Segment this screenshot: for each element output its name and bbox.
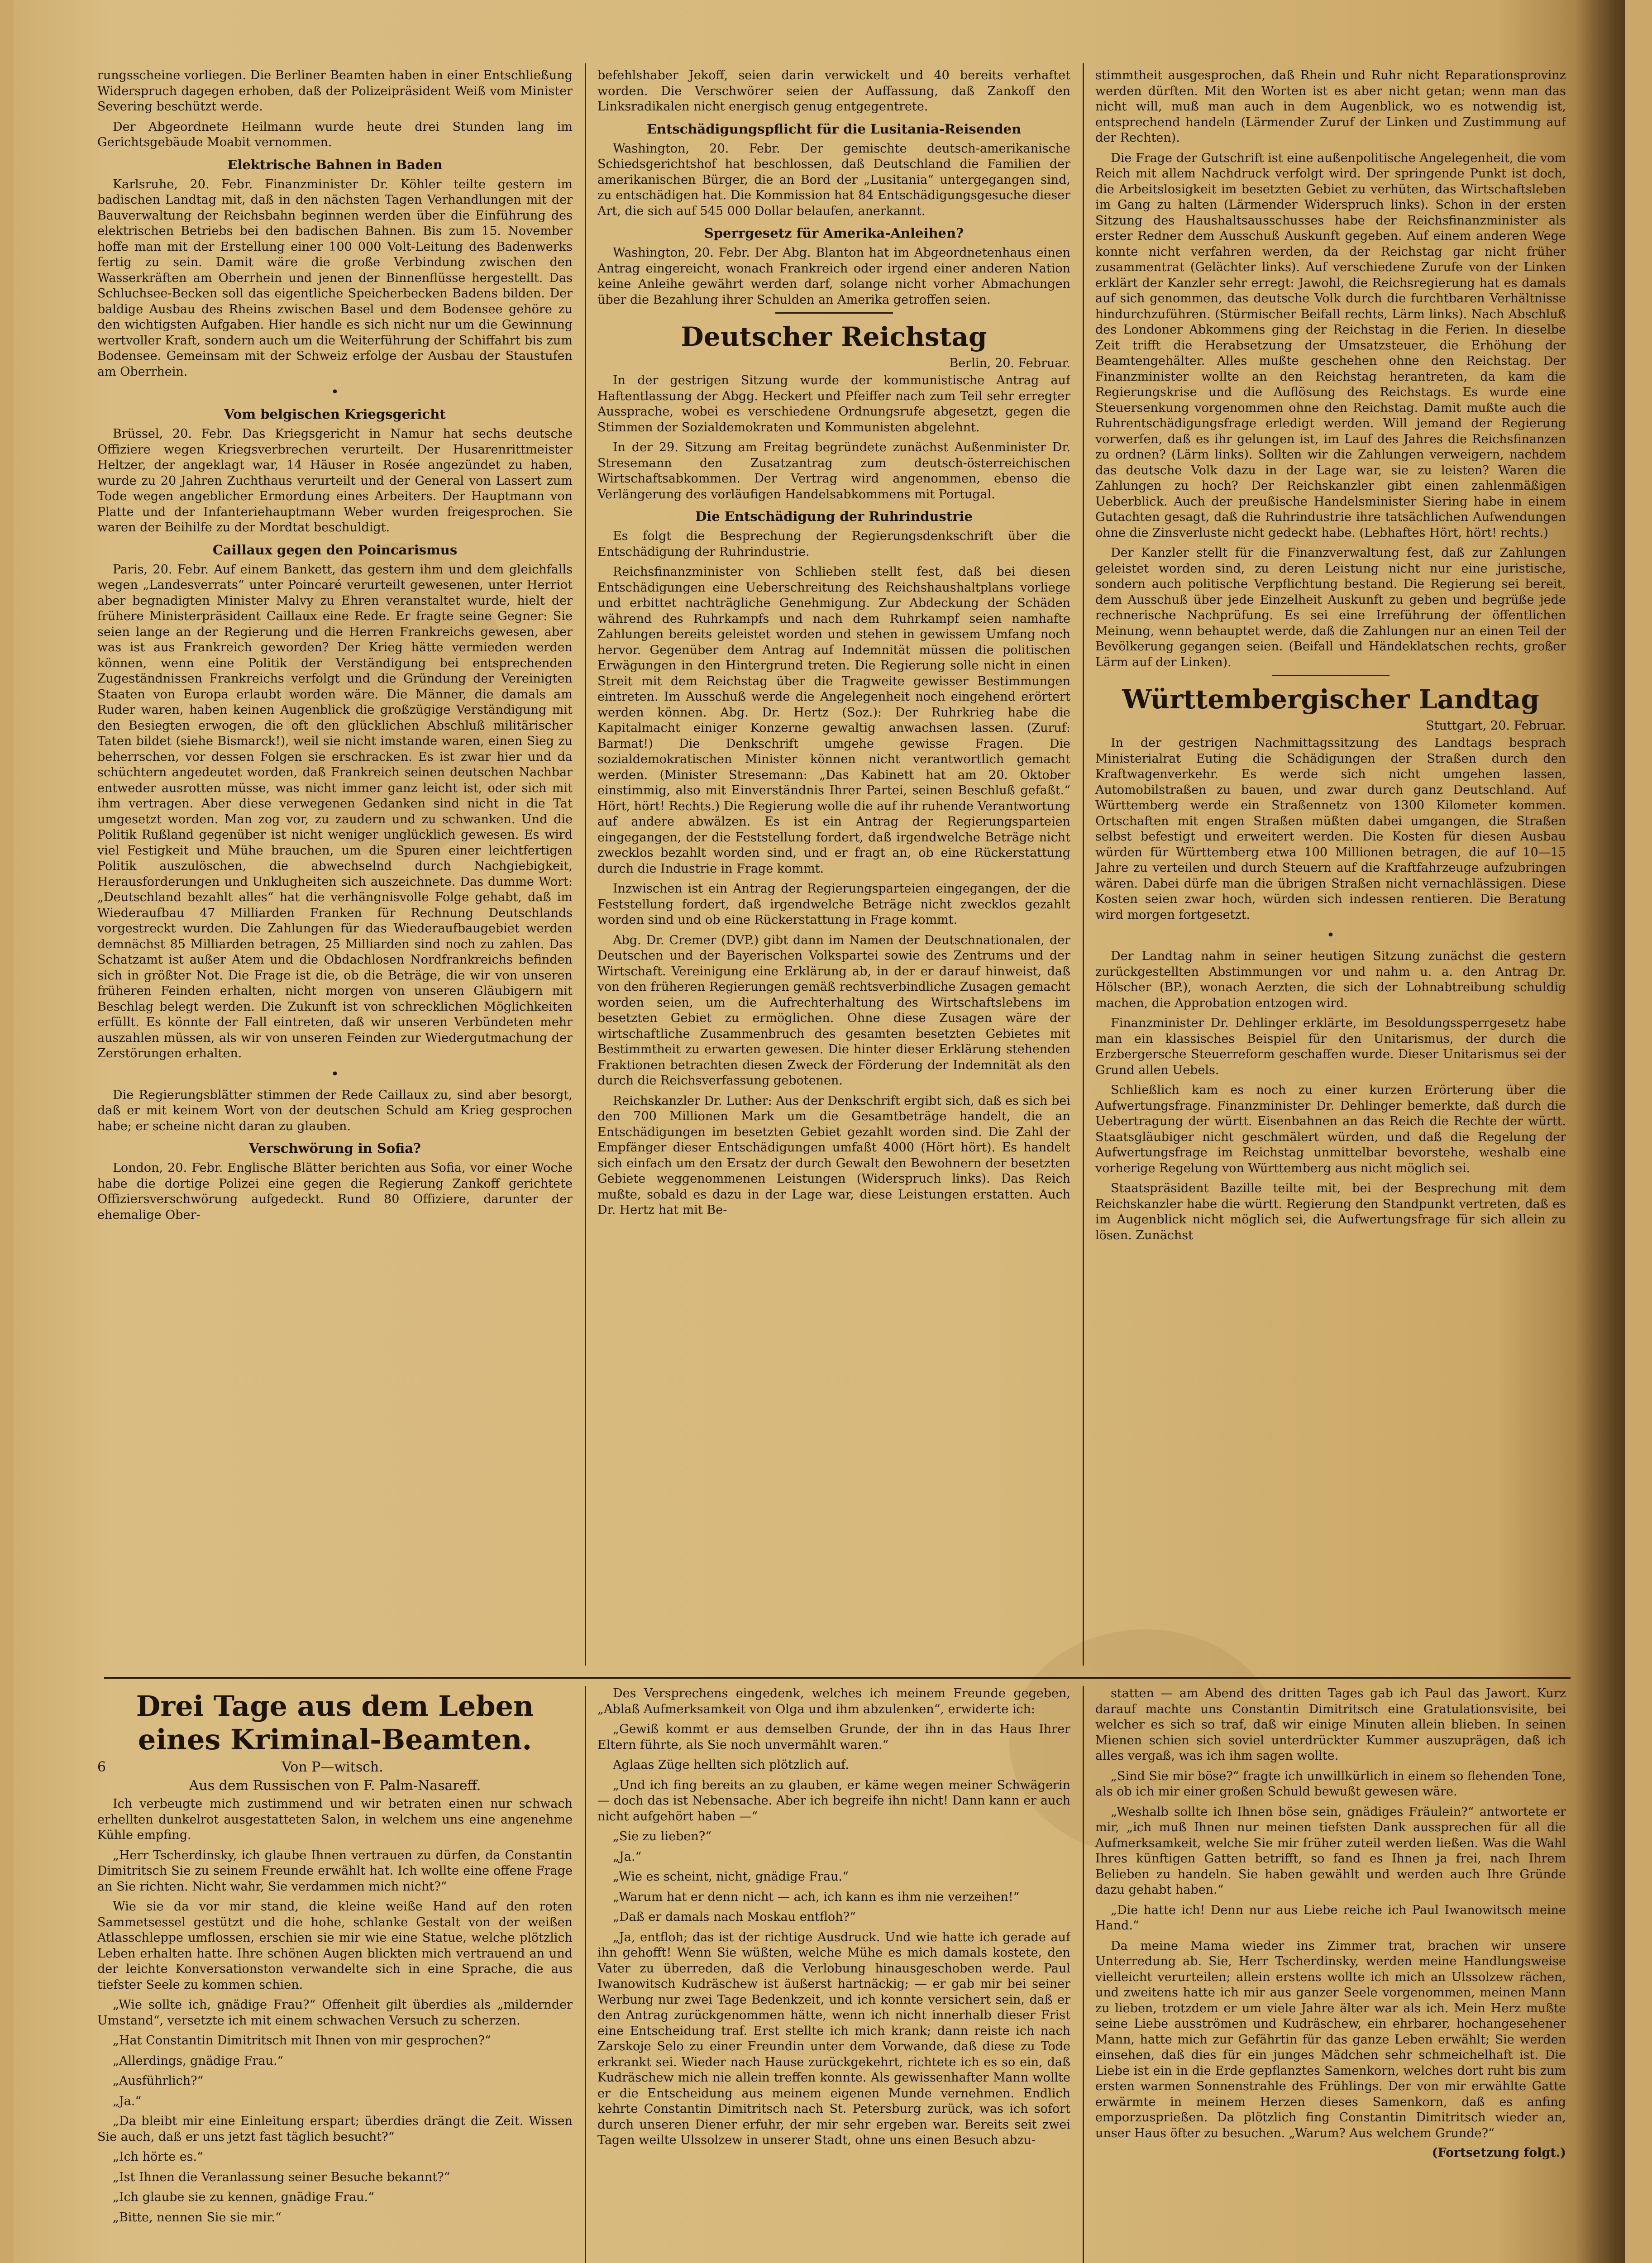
column-divider: [585, 1686, 586, 2263]
serial-title: Drei Tage aus dem Leben eines Kriminal-Beamten.: [136, 1690, 534, 1756]
serial-paragraph: „Gewiß kommt er aus demselben Grunde, der ihn in das Haus Ihrer Eltern führte, als Sie noch unvermählt waren.“: [597, 1722, 1070, 1752]
article-paragraph: stimmtheit ausgesprochen, daß Rhein und Ruhr nicht Reparationsprovinz werden dürften. Mit den Worten ist es aber nicht getan; wenn man das nicht will, muß man auch in dem Augenblick, wo es notwendig ist, entsprechend handeln (Lärmender Zuruf der Linken und Zustimmung auf der Rechten).: [1095, 68, 1566, 145]
serial-paragraph: „Sie zu lieben?“: [613, 1829, 712, 1843]
serial-paragraph: „Die hatte ich! Denn nur aus Liebe reiche ich Paul Iwanowitsch meine Hand.“: [1095, 1903, 1566, 1933]
serial-paragraph: „Und ich fing bereits an zu glauben, er käme wegen meiner Schwägerin — doch das ist Nebensache. Aber ich begreife ihn nicht! Dann kann er auch nicht aufgehört haben —“: [597, 1778, 1070, 1824]
news-column-2: [597, 68, 1070, 1668]
serial-column-1: [97, 1686, 573, 2263]
article-paragraph: London, 20. Febr. Englische Blätter berichten aus Sofia, vor einer Woche habe die dortige Polizei eine gegen die Regierung Zankoff gerichtete Offiziersverschwörung aufgedeckt. Rund 80 Offiziere, darunter der ehemalige Ober-: [97, 1161, 573, 1222]
serial-paragraph: „Da bleibt mir eine Einleitung erspart; überdies drängt die Zeit. Wissen Sie auch, daß er uns jetzt fast täglich besucht?“: [97, 2114, 573, 2144]
section-headline: Württembergischer Landtag: [1122, 684, 1539, 715]
serial-column-1-body: [97, 1796, 573, 2225]
section-rule: [1272, 675, 1389, 676]
serial-column-2: [597, 1686, 1070, 2263]
article-paragraph: befehlshaber Jekoff, seien darin verwickelt und 40 bereits verhaftet worden. Die Verschwörer seien der Auffassung, daß Zankoff den Linksradikalen nicht energisch genug entgegentrete.: [597, 68, 1070, 114]
article-paragraph: Washington, 20. Febr. Der gemischte deutsch-amerikanische Schiedsgerichtshof hat beschlossen, daß Deutschland die Familien der amerikanischen Bürger, die an Bord der „Lusitania“ untergegangen sind, zu entschädigen hat. Die Kommission hat 84 Entschädigungsgesuche dieser Art, die sich auf 545 000 Dollar belaufen, anerkannt.: [597, 141, 1070, 218]
serial-paragraph: „Ja.“: [613, 1849, 642, 1864]
article-paragraph: Reichskanzler Dr. Luther: Aus der Denkschrift ergibt sich, daß es sich bei den 700 Millionen Mark um die Gesamtbeträge handelt, die an Entschädigungen im besetzten Gebiet gezahlt worden sind. Die Zahl der Empfänger dieser Entschädigungen umfaßt 4000 (Hört hört). Es handelt sich einfach um den Ersatz der durch Gewalt den Bewohnern der besetzten Gebiete weggenommenen Leistungen (Widerspruch links). Das Reich mußte, sobald es dazu in der Lage war, diese Leistungen erstatten. Auch Dr. Hertz hat mit Be-: [597, 1093, 1070, 1217]
serial-paragraph: „Ist Ihnen die Veranlassung seiner Besuche bekannt?“: [113, 2170, 450, 2184]
article-paragraph: Finanzminister Dr. Dehlinger erklärte, im Besoldungssperrgesetz habe man ein klassisches Beispiel für den Unitarismus, der durch die Erzbergersche Steuerreform geschaffen wurde. Dieser Unitarismus sei der Grund allen Uebels.: [1095, 1016, 1566, 1077]
news-column-3: [1095, 68, 1566, 1668]
serial-paragraph: „Wie es scheint, nicht, gnädige Frau.“: [613, 1870, 849, 1884]
article-paragraph: Der Landtag nahm in seiner heutigen Sitzung zunächst die gestern zurückgestellten Abstimmungen vor und nahm u. a. den Antrag Dr. Hölscher (BP.), wonach Aerzten, die sich der Lohnabtreibung schuldig machen, die Approbation entzogen wird.: [1095, 949, 1566, 1010]
article-paragraph: Karlsruhe, 20. Febr. Finanzminister Dr. Köhler teilte gestern im badischen Landtag mit, daß in den nächsten Tagen Verhandlungen mit der Bauverwaltung der Reichsbahn beginnen werden über die Einführung des elektrischen Betriebs bei den badischen Bahnen. Bis zum 15. November hoffe man mit der Erstellung einer 100 000 Volt-Leitung des Badenwerks fertig zu sein. Damit wäre die große Verbindung zwischen den Wasserkräften am Oberrhein und jenen der Binnenflüsse hergestellt. Das Schluchsee-Becken soll das eigentliche Speicherbecken Badens bilden. Der baldige Ausbau des Rheins zwischen Basel und dem Bodensee gehöre zu den wichtigsten Aufgaben. Hier handle es sich nicht nur um die Gewinnung wertvoller Kraft, sondern auch um die Weiterführung der Schiffahrt bis zum Bodensee. Gemeinsam mit der Schweiz erfolge der Ausbau der Staustufen am Oberrhein.: [97, 177, 573, 379]
serial-translation-credit: Aus dem Russischen von F. Palm-Nasareff.: [189, 1778, 481, 1794]
serial-column-3: [1095, 1686, 1566, 2263]
column-divider: [1083, 63, 1084, 1666]
article-paragraph: Schließlich kam es noch zu einer kurzen Erörterung über die Aufwertungsfrage. Finanzminister Dr. Dehlinger bemerkte, daß durch die Uebertragung der württ. Eisenbahnen an das Reich die Rechte der württ. Staatsgläubiger nicht geschmälert würden, und daß die Regelung der Aufwertungsfrage im Reichstag unmittelbar bevorstehe, weshalb eine vorherige Regelung von Württemberg aus nicht möglich sei.: [1095, 1083, 1566, 1175]
column-divider: [585, 63, 586, 1666]
serial-paragraph: „Wie sollte ich, gnädige Frau?“ Offenheit gilt überdies als „mildernder Umstand“, versetzte ich mit einem schwachen Versuch zu scherzen.: [97, 1998, 573, 2028]
serial-column-3-body: [1095, 1686, 1566, 2141]
article-paragraph: Washington, 20. Febr. Der Abg. Blanton hat im Abgeordnetenhaus einen Antrag eingereicht, wonach Frankreich oder irgend einer anderen Nation keine Anleihe gewährt werden darf, solange nicht vorher Abmachungen über die Bezahlung ihrer Schulden an Amerika getroffen seien.: [597, 246, 1070, 307]
serial-paragraph: Ich verbeugte mich zustimmend und wir betraten einen nur schwach erhellten dunkelrot ausgestatteten Salon, in welchem uns eine angenehme Kühle empfing.: [97, 1797, 573, 1842]
separator-bullet: •: [331, 384, 339, 400]
article-paragraph: Reichsfinanzminister von Schlieben stellt fest, daß bei diesen Entschädigungen eine Ueberschreitung des Reichshaushaltplans vorliege und erbittet nachträgliche Genehmigung. Zur Abdeckung der Schäden während des Ruhrkampfs und nach dem Ruhrkampf seien namhafte Zahlungen bereits geleistet worden und stehen in gewissem Umfang noch hervor. Gegenüber dem Antrag auf Indemnität müssen die politischen Erwägungen in den Hintergrund treten. Die Regierung solle nicht in einen Streit mit dem Reichstag über die Tragweite gewisser Bestimmungen eintreten. Im Ausschuß werde die Angelegenheit noch eingehend erörtert werden können. Abg. Dr. Hertz (Soz.): Der Ruhrkrieg habe die Kapitalmacht einiger Konzerne gewaltig anwachsen lassen. (Zuruf: Barmat!) Die Denkschrift umgehe gewisse Fragen. Die sozialdemokratischen Minister können nicht verantwortlich gemacht werden. (Minister Stresemann: „Das Kabinett hat am 20. Oktober einstimmig, also mit Einverständnis Ihrer Partei, seinen Beschluß gefaßt.“ Hört, hört! Rechts.) Die Regierung wolle die auf ihr ruhende Verantwortung auf andere abwälzen. Es ist ein Antrag der Regierungsparteien eingegangen, der die Feststellung fordert, daß irgendwelche Beträge nicht zwecklos bezahlt worden sind, und er fragt an, ob eine Rückerstattung durch die Industrie in Frage kommt.: [597, 565, 1070, 876]
article-headline: Caillaux gegen den Poincarismus: [212, 542, 458, 558]
dateline: Berlin, 20. Februar.: [949, 356, 1070, 370]
article-headline: Entschädigungspflicht für die Lusitania-Reisenden: [646, 121, 1022, 137]
article-headline: Sperrgesetz für Amerika-Anleihen?: [704, 225, 964, 241]
serial-paragraph: Wie sie da vor mir stand, die kleine weiße Hand auf den roten Sammetsessel gestützt und die hohe, schlanke Gestalt von der weißen Atlasschleppe umflossen, erschien sie mir wie eine Statue, welche plötzlich Leben erhalten hatte. Ihre schönen Augen blickten mich vertrauend an und der leichte Konversationston verwandelte sich in eine Sprache, die aus tiefster Seele zu kommen schien.: [97, 1900, 573, 1992]
article-paragraph: Abg. Dr. Cremer (DVP.) gibt dann im Namen der Deutschnationalen, der Deutschen und der Bayerischen Volkspartei sowie des Zentrums und der Wirtschaft. Vereinigung eine Erklärung ab, in der er darauf hinweist, daß von den früheren Regierungen gemäß rechtsverbindliche Zusagen gemacht worden seien, um die Aufrechterhaltung des Wirtschaftslebens im besetzten Gebiet zu ermöglichen. Ohne diese Zusagen wäre der wirtschaftliche Zusammenbruch des gesamten besetzten Gebietes mit Bestimmtheit zu erwarten gewesen. Die hinter dieser Erklärung stehenden Fraktionen betrachten diesen Zweck der Förderung der Indemnität als den durch die Reichsverfassung gebotenen.: [597, 933, 1070, 1088]
article-paragraph: Inzwischen ist ein Antrag der Regierungsparteien eingegangen, der die Feststellung fordert, daß irgendwelche Beträge nicht zwecklos gezahlt worden sind und ob eine Rückerstattung in Frage kommt.: [597, 882, 1070, 927]
article-headline: Vom belgischen Kriegsgericht: [224, 406, 446, 422]
serial-paragraph: „Ich hörte es.“: [113, 2150, 203, 2164]
news-column-1: [97, 68, 573, 1668]
article-paragraph: Die Frage der Gutschrift ist eine außenpolitische Angelegenheit, die vom Reich mit allem Nachdruck verfolgt wird. Der springende Punkt ist doch, die Arbeitslosigkeit im besetzten Gebiet zu verhüten, das Wirtschaftsleben im Gang zu halten (Lärmender Widerspruch links). Schon in der ersten Sitzung des Haushaltsausschusses habe der Reichsfinanzminister als erster Redner dem Ausschuß Auskunft gegeben. Auf einem anderen Wege konnte nicht verfahren werden, da der Reichstag gar nicht früher zusammentrat (Gelächter links). Auf verschiedene Zurufe von der Linken erklärt der Kanzler sehr erregt: Jawohl, die Reichsregierung hat es damals auf sich genommen, das deutsche Volk durch die furchtbaren Verhältnisse hindurchzuführen. (Stürmischer Beifall rechts, Lärm links). Nach Abschluß des Londoner Abkommens ging der Reichstag in die Ferien. In dieselbe Zeit trifft die Herabsetzung der Umsatzsteuer, die Erhöhung der Beamtengehälter. Alles mußte geschehen ohne den Reichstag. Der Finanzminister wollte an den Reichstag herantreten, da kam die Regierungskrise und die Auflösung des Reichstags. Es wurde eine Steuersenkung vorgenommen ohne den Reichstag. Damit mußte auch die Ruhrentschädigungsfrage erledigt werden. Will jemand der Regierung vorwerfen, daß es ihr gelungen ist, im Lauf des Jahres die Reichsfinanzen zu ordnen? (Lärm links). Sollten wir die Zahlungen verweigern, nachdem das deutsche Volk dazu in der Lage war, sie zu leisten? Waren die Zahlungen zu hoch? Der Reichskanzler gibt einen zahlenmäßigen Ueberblick. Auch der preußische Handelsminister Siering habe in einem Gutachten gesagt, daß die Ruhrindustrie ihre tatsächlichen Aufwendungen ohne die Zinsverluste nicht gedeckt habe. (Lebhaftes Hört, hört! rechts.): [1095, 151, 1566, 540]
section-rule: [775, 312, 893, 314]
serial-paragraph: „Ja, entfloh; das ist der richtige Ausdruck. Und wie hatte ich gerade auf ihn gehofft! Wenn Sie wüßten, welche Mühe es mich damals kostete, den Vater zu überreden, daß die Verlobung hinausgeschoben werde. Paul Iwanowitsch Kudräschew ist äußerst hartnäckig; — er gab mir bei seiner Werbung nur zwei Tage Bedenkzeit, und ich konnte versichert sein, daß er den Antrag zurückgenommen hätte, wenn ich nicht innerhalb dieser Frist eine Entscheidung traf. Erst stellte ich mich krank; dann reiste ich nach Zarskoje Selo zu einer Freundin unter dem Vorwande, daß diese zu Tode erkrankt sei. Wieder nach Hause zurückgekehrt, richtete ich es so ein, daß Kudräschew mich nie allein treffen konnte. Als gewissenhafter Mann wollte er die Entscheidung aus meinem eigenen Munde vernehmen. Endlich kehrte Constantin Dimitritsch nach St. Petersburg zurück, was ich sofort durch unseren Diener erfuhr, der mir sehr ergeben war. Bereits seit zwei Tagen weilte Ulssolzew in unserer Stadt, ohne uns einen Besuch abzu-: [597, 1930, 1070, 2147]
serial-paragraph: Da meine Mama wieder ins Zimmer trat, brachen wir unsere Unterredung ab. Sie, Herr Tscherdinsky, werden meine Handlungsweise vielleicht verurteilen; allein erstens wollte ich mich an Ulssolzew rächen, und zweitens hatte ich mir aus ganzer Seele vorgenommen, meinen Mann zu lieben, trotzdem er um viele Jahre älter war als ich. Mein Herz mußte seine Liebe ausströmen und Kudräschew, ein ehrbarer, hochangesehener Mann, hatte mich zur Gefährtin für das ganze Leben erwählt; Sie werden einsehen, daß dies für ein junges Mädchen sehr schmeichelhaft ist. Die Liebe ist ein in die Erde gepflanztes Samenkorn, welches dort ruht bis zum ersten warmen Sonnenstrahle des Frühlings. Der von mir erwählte Gatte erwärmte in meinem Herzen dieses Samenkorn, daß es anfing emporzusprießen. Da plötzlich fing Constantin Dimitritsch wieder an, unser Haus öfter zu besuchen. „Warum? Aus welchem Grunde?“: [1095, 1938, 1566, 2140]
serial-paragraph: „Herr Tscherdinsky, ich glaube Ihnen vertrauen zu dürfen, da Constantin Dimitritsch Sie zu seinem Freunde erwählt hat. Ich wollte eine offene Frage an Sie richten. Nicht wahr, Sie verdammen mich nicht?“: [97, 1848, 573, 1894]
feuilleton-separator: [104, 1677, 1571, 1679]
article-paragraph: In der gestrigen Sitzung wurde der kommunistische Antrag auf Haftentlassung der Abgg. Heckert und Pfeiffer nach zum Teil sehr erregter Aussprache, wobei es verschiedene Ordnungsrufe abgesetzt, gegen die Stimmen der Sozialdemokraten und Kommunisten abgelehnt.: [597, 373, 1070, 434]
article-paragraph: Es folgt die Besprechung der Regierungsdenkschrift über die Entschädigung der Ruhrindustrie.: [597, 529, 1070, 559]
article-paragraph: rungsscheine vorliegen. Die Berliner Beamten haben in einer Entschließung Widerspruch dagegen erhoben, daß der Polizeipräsident Weiß vom Minister Severing beschützt werde.: [97, 68, 573, 114]
article-paragraph: In der gestrigen Nachmittagssitzung des Landtags besprach Ministerialrat Euting die Schädigungen der Straßen durch den Kraftwagenverkehr. Es werde sich nicht umgehen lassen, Automobilstraßen zu bauen, und zwar durch ganz Deutschland. Auf Württemberg werde ein Straßennetz von 1300 Kilometer kommen. Ortschaften mit engen Straßen müßten dabei umgangen, die Straßen selbst befestigt und erweitert werden. Die Kosten für diesen Ausbau würden für Württemberg etwa 100 Millionen betragen, die auf 10—15 Jahre zu verteilen und durch Steuern auf die Kraftfahrzeuge aufzubringen wären. Dabei dürfe man die übrigen Straßen nicht vernachlässigen. Diese Kosten seien zwar hoch, würden sich indessen rentieren. Die Beratung wird morgen fortgesetzt.: [1095, 736, 1566, 922]
article-headline: Elektrische Bahnen in Baden: [227, 157, 443, 172]
article-paragraph: In der 29. Sitzung am Freitag begründete zunächst Außenminister Dr. Stresemann den Zusatzantrag zum deutsch-österreichischen Wirtschaftsabkommen. Der Vertrag wird angenommen, ebenso die Verlängerung des vorläufigen Handelsabkommens mit Portugal.: [597, 440, 1070, 501]
serial-paragraph: „Weshalb sollte ich Ihnen böse sein, gnädiges Fräulein?“ antwortete er mir, „ich muß Ihnen nur meinen tiefsten Dank aussprechen für all die Aufmerksamkeit, welche Sie mir früher zuteil werden ließen. Was die Wahl Ihres künftigen Gatten betrifft, so fand es Ihnen ja frei, nach Ihrem Belieben zu handeln. Sie haben gewählt und werden auch Ihre Gründe dazu gehabt haben.“: [1095, 1805, 1566, 1897]
serial-paragraph: „Allerdings, gnädige Frau.“: [113, 2053, 284, 2068]
section-headline: Deutscher Reichstag: [681, 321, 987, 352]
serial-paragraph: „Hat Constantin Dimitritsch mit Ihnen von mir gesprochen?“: [113, 2034, 491, 2048]
article-headline: Verschwörung in Sofia?: [248, 1141, 421, 1156]
serial-author: Von P—witsch.: [282, 1759, 383, 1775]
continued-note: (Fortsetzung folgt.): [1432, 2146, 1566, 2160]
serial-installment-number: 6: [97, 1759, 106, 1775]
article-paragraph: Staatspräsident Bazille teilte mit, bei der Besprechung mit dem Reichskanzler habe die württ. Regierung den Standpunkt vertreten, daß es im Augenblick nicht möglich sei, die Aufwertungsfrage für sich allein zu lösen. Zunächst: [1095, 1181, 1566, 1242]
serial-paragraph: „Warum hat er denn nicht — ach, ich kann es ihm nie verzeihen!“: [613, 1890, 1020, 1904]
article-paragraph: Die Regierungsblätter stimmen der Rede Caillaux zu, sind aber besorgt, daß er mit keinem Wort von der deutschen Schuld am Krieg gesprochen habe; er scheine nicht daran zu glauben.: [97, 1088, 573, 1133]
article-paragraph: Der Abgeordnete Heilmann wurde heute drei Stunden lang im Gerichtsgebäude Moabit vernommen.: [97, 119, 573, 149]
serial-column-2-body: [597, 1686, 1070, 2148]
serial-paragraph: statten — am Abend des dritten Tages gab ich Paul das Jawort. Kurz darauf machte uns Constantin Dimitritsch eine Gratulationsvisite, bei welcher es sich so traf, daß wir einige Minuten allein blieben. In seinen Mienen schien sich soviel unterdrückter Kummer auszuprägen, daß ich alles vergaß, was ich ihm sagen wollte.: [1095, 1686, 1566, 1763]
article-paragraph: Brüssel, 20. Febr. Das Kriegsgericht in Namur hat sechs deutsche Offiziere wegen Kriegsverbrechen verurteilt. Der Husarenrittmeister Heltzer, der angeklagt war, 14 Häuser in Rosée angezündet zu haben, wurde zu 20 Jahren Zuchthaus verurteilt und der General von Lassert zum Tode wegen angeblicher Ermordung eines Arbeiters. Der Hauptmann von Platte und der Infanteriehauptmann Weber wurden freigesprochen. Sie waren der Beihilfe zu der Mordtat beschuldigt.: [97, 427, 573, 535]
serial-paragraph: „Daß er damals nach Moskau entfloh?“: [613, 1910, 856, 1924]
separator-bullet: •: [1327, 927, 1335, 943]
serial-paragraph: „Ja.“: [113, 2094, 142, 2108]
article-headline: Die Entschädigung der Ruhrindustrie: [695, 509, 973, 524]
serial-paragraph: „Sind Sie mir böse?“ fragte ich unwillkürlich in einem so flehenden Tone, als ob ich mir einer großen Schuld bewußt gewesen wäre.: [1095, 1769, 1566, 1799]
newspaper-page: [14, 0, 1625, 2263]
page-fold-shadow: [1575, 0, 1625, 2263]
dateline: Stuttgart, 20. Februar.: [1426, 719, 1566, 733]
article-paragraph: Paris, 20. Febr. Auf einem Bankett, das gestern ihm und dem gleichfalls wegen „Landesverrats“ unter Poincaré verurteilt gewesenen, unter Herriot aber begnadigten Minister Malvy zu Ehren veranstaltet wurde, hielt der frühere Ministerpräsident Caillaux eine Rede. Er fragte seine Gegner: Sie seien lange an der Regierung und die Herren Frankreichs gewesen, aber was ist aus Frankreich geworden? Der Krieg hätte vermieden werden können, wenn eine Politik der Verständigung bei entsprechenden Zugeständnissen Frankreichs verfolgt und die Gründung der Vereinigten Staaten von Europa erlaubt worden wäre. Die Männer, die damals am Ruder waren, haben keinen Augenblick die großzügige Verständigung mit den Besiegten erwogen, die oft den glücklichen Abschluß militärischer Taten bildet (siehe Bismarck!), weil sie nicht imstande waren, einen Sieg zu beherrschen, vor dessen Folgen sie erschracken. Es ist zwar hier und da schüchtern angedeutet worden, daß Frankreich seinen deutschen Nachbar entweder ausrotten müsse, was nicht immer ganz leicht ist, oder sich mit ihm vertragen. Aber diese verwegenen Gedanken sind nicht in die Tat umgesetzt worden. Man zog vor, zu zaudern und zu schwanken. Und die Politik Rußland gegenüber ist nicht weniger unglücklich gewesen. Es wird viel Festigkeit und Mühe brauchen, um die Spuren einer leichtfertigen Politik auszulöschen, die abwechselnd durch Nachgiebigkeit, Herausforderungen und Unklugheiten sich auszeichnete. Das dumme Wort: „Deutschland bezahlt alles“ hat die verhängnisvolle Folge gehabt, daß im Wiederaufbau 47 Milliarden Franken für Rechnung Deutschlands vorgestreckt wurden. Die Zahlungen für das Wiederaufbaugebiet werden demnächst 85 Milliarden betragen, 25 Milliarden sind noch zu zahlen. Das Schatzamt ist außer Atem und die Obdachlosen Nordfrankreichs befinden sich in größter Not. Die Frage ist die, ob die Beträge, die wir von unseren früheren Feinden erhalten, nicht morgen von unseren Gläubigern mit Beschlag belegt werden. Die Zukunft ist von schrecklichen Möglichkeiten erfüllt. Es könnte der Fall eintreten, daß wir unseren Verbündeten mehr auszahlen müssen, als wir von unseren Feinden zur Wiedergutmachung der Zerstörungen erhalten.: [97, 562, 573, 1060]
serial-paragraph: „Bitte, nennen Sie sie mir.“: [113, 2210, 282, 2225]
serial-paragraph: Aglaas Züge hellten sich plötzlich auf.: [613, 1758, 849, 1772]
serial-paragraph: „Ausführlich?“: [113, 2074, 204, 2088]
column-divider: [1083, 1686, 1084, 2263]
separator-bullet: •: [331, 1066, 339, 1082]
serial-paragraph: „Ich glaube sie zu kennen, gnädige Frau.“: [113, 2190, 374, 2204]
article-paragraph: Der Kanzler stellt für die Finanzverwaltung fest, daß zur Zahlungen geleistet worden sind, zu deren Leistung nicht nur eine juristische, sondern auch politische Verpflichtung bestand. Die Regierung sei bereit, dem Ausschuß über jede Einzelheit Auskunft zu geben und begrüße jede rechnerische Nachprüfung. Es sei eine Irreführung der öffentlichen Meinung, wenn behauptet werde, daß die Zahlungen nur an einen Teil der Bevölkerung gegangen seien. (Beifall und Händeklatschen rechts, großer Lärm auf der Linken).: [1095, 546, 1566, 669]
serial-paragraph: Des Versprechens eingedenk, welches ich meinem Freunde gegeben, „Ablaß Aufmerksamkeit von Olga und ihm abzulenken“, erwiderte ich:: [597, 1686, 1070, 1716]
